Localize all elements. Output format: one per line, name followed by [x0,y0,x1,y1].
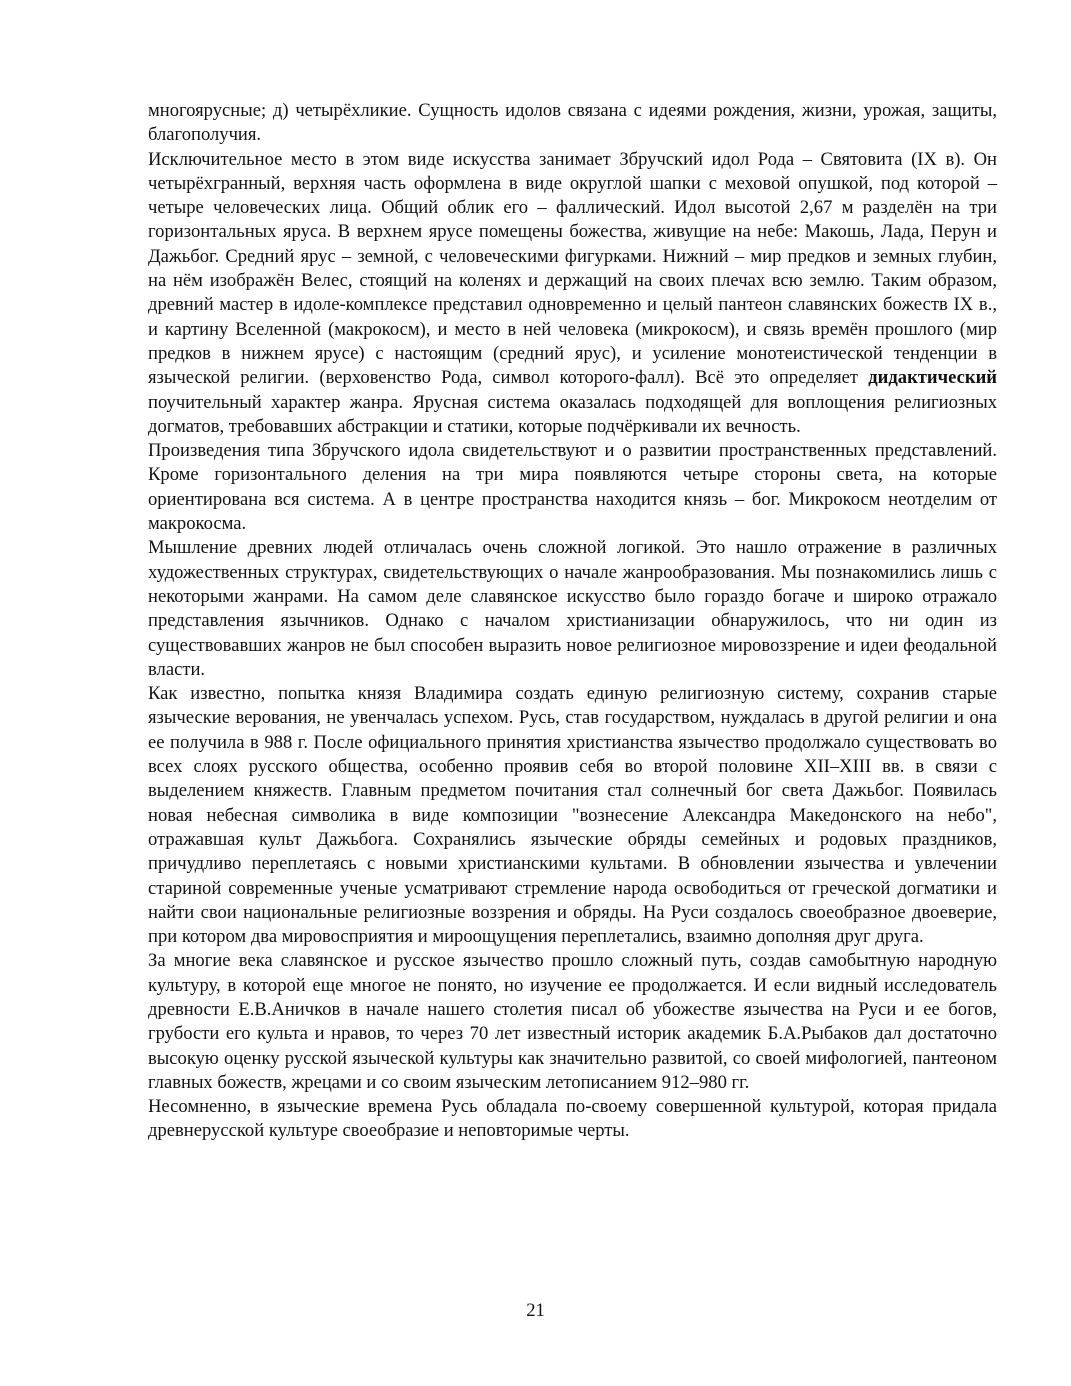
paragraph-2 [148,148,997,440]
paragraph-7 [148,1095,997,1144]
paragraph-3-text: Произведения типа Збручского идола свидетельствуют и о развитии пространственных представлений. Кроме горизонтального деления на три мира появляются четыре стороны света, на которые ориентирована вся система. А в центре пространства находится князь – бог. Микрокосм неотделим от макрокосма. [148,440,997,535]
paragraph-4-text: Мышление древних людей отличалась очень сложной логикой. Это нашло отражение в различных художественных структурах, свидетельствующих о начале жанрообразования. Мы познакомились лишь с некоторыми жанрами. На самом деле славянское искусство было гораздо богаче и широко отражало представления язычников. Однако с началом христианизации обнаружилось, что ни один из существовавших жанров не был способен выразить новое религиозное мировоззрение и идеи феодальной власти. [148,537,997,680]
paragraph-3 [148,439,997,536]
document-body [148,99,997,1144]
paragraph-5 [148,682,997,949]
paragraph-2-bold-term: дидактический [868,367,997,389]
paragraph-7-text: Несомненно, в языческие времена Русь обладала по-своему совершенной культурой, которая придала древнерусской культуре своеобразие и неповторимые черты. [148,1096,997,1142]
paragraph-4 [148,536,997,682]
paragraph-5-text: Как известно, попытка князя Владимира создать единую религиозную систему, сохранив старые языческие верования, не увенчалась успехом. Русь, став государством, нуждалась в другой религии и она ее получила в 988 г. После официального принятия христианства язычество продолжало существовать во всех слоях русского общества, особенно проявив себя во второй половине XII–XIII вв. в связи с выделением княжеств. Главным предметом почитания стал солнечный бог света Дажьбог. Появилась новая небесная символика в виде композиции "вознесение Александра Македонского на небо", отражавшая культ Дажьбога. Сохранялись языческие обряды семейных и родовых праздников, причудливо переплетаясь с новыми христианскими культами. В обновлении язычества и увлечении стариной современные ученые усматривают стремление народа освободиться от греческой догматики и найти свои национальные религиозные воззрения и обряды. На Руси создалось своеобразное двоеверие, при котором два мировосприятия и мироощущения переплетались, взаимно дополняя друг друга. [148,683,997,948]
paragraph-2-text-after: поучительный характер жанра. Ярусная система оказалась подходящей для воплощения религиозных догматов, требовавших абстракции и статики, которые подчёркивали их вечность. [148,391,997,437]
paragraph-1 [148,99,997,148]
paragraph-6-text: За многие века славянское и русское язычество прошло сложный путь, создав самобытную народную культуру, в которой еще многое не понято, но изучение ее продолжается. И если видный исследователь древности Е.В.Аничков в начале нашего столетия писал об убожестве язычества на Руси и ее богов, грубости его культа и нравов, то через 70 лет известный историк академик Б.А.Рыбаков дал достаточно высокую оценку русской языческой культуры как значительно развитой, со своей мифологией, пантеоном главных божеств, жрецами и со своим языческим летописанием 912–980 гг. [148,950,997,1093]
page-number: 21 [526,1300,545,1321]
paragraph-1-text: многоярусные; д) четырёхликие. Сущность идолов связана с идеями рождения, жизни, урожая, защиты, благополучия. [148,100,997,146]
paragraph-2-text: Исключительное место в этом виде искусства занимает Збручский идол Рода – Святовита (IX в). Он четырёхгранный, верхняя часть оформлена в виде округлой шапки с меховой опушкой, под которой – четыре человеческих лица. Общий облик его – фаллический. Идол высотой 2,67 м разделён на три горизонтальных яруса. В верхнем ярусе помещены божества, живущие на небе: Макошь, Лада, Перун и Дажьбог. Средний ярус – земной, с человеческими фигурками. Нижний – мир предков и земных глубин, на нём изображён Велес, стоящий на коленях и держащий на своих плечах всю землю. Таким образом, древний мастер в идоле-комплексе представил одновременно и целый пантеон славянских божеств IX в., и картину Вселенной (макрокосм), и место в ней человека (микрокосм), и связь времён прошлого (мир предков в нижнем ярусе) с настоящим (средний ярус), и усиление монотеистической тенденции в языческой религии. (верховенство Рода, символ которого-фалл). Всё это определяет [148,148,997,389]
paragraph-6 [148,949,997,1095]
